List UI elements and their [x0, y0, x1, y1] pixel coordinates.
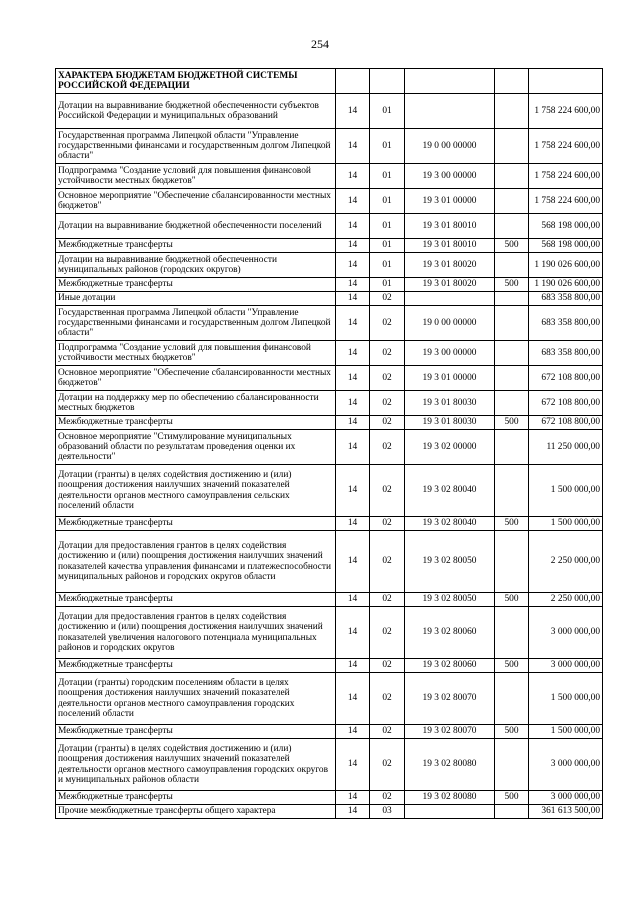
subsection-code-cell: 02 [370, 739, 405, 791]
expense-type-cell [495, 607, 529, 659]
subsection-code-cell: 01 [370, 129, 405, 164]
row-name-cell: Дотации для предоставления грантов в целях содействия достижению и (или) поощрения достижения наилучших значений показателей увеличения налогового потенциала муниципальных районов и городских округов [56, 607, 336, 659]
table-row [56, 531, 603, 593]
subsection-code-cell: 02 [370, 391, 405, 416]
section-code-cell: 14 [336, 673, 370, 725]
row-name-cell: Иные дотации [56, 292, 336, 306]
table-row [56, 214, 603, 239]
table-row [56, 593, 603, 607]
expense-type-cell [495, 306, 529, 341]
amount-cell: 3 000 000,00 [529, 791, 603, 805]
target-article-cell [405, 69, 495, 94]
table-row [56, 341, 603, 366]
page-number: 254 [311, 37, 329, 51]
target-article-cell: 19 3 01 80030 [405, 416, 495, 430]
target-article-cell: 19 3 02 80060 [405, 659, 495, 673]
section-code-cell: 14 [336, 214, 370, 239]
target-article-cell: 19 3 02 80060 [405, 607, 495, 659]
table-row [56, 607, 603, 659]
expense-type-cell: 500 [495, 593, 529, 607]
table-row [56, 430, 603, 465]
row-name-cell: ХАРАКТЕРА БЮДЖЕТАМ БЮДЖЕТНОЙ СИСТЕМЫ РОССИЙСКОЙ ФЕДЕРАЦИИ [56, 69, 336, 94]
row-name-cell: Дотации (гранты) в целях содействия достижению и (или) поощрения достижения наилучших значений показателей деятельности органов местного самоуправления сельских поселений области [56, 465, 336, 517]
target-article-cell: 19 3 01 80010 [405, 214, 495, 239]
expense-type-cell [495, 805, 529, 819]
expense-type-cell [495, 214, 529, 239]
expense-type-cell: 500 [495, 239, 529, 253]
section-code-cell: 14 [336, 659, 370, 673]
amount-cell: 672 108 800,00 [529, 391, 603, 416]
subsection-code-cell [370, 69, 405, 94]
table-row [56, 465, 603, 517]
section-code-cell: 14 [336, 94, 370, 129]
row-name-cell: Межбюджетные трансферты [56, 593, 336, 607]
subsection-code-cell: 02 [370, 725, 405, 739]
subsection-code-cell: 01 [370, 253, 405, 278]
table-row [56, 306, 603, 341]
target-article-cell [405, 805, 495, 819]
row-name-cell: Дотации на поддержку мер по обеспечению сбалансированности местных бюджетов [56, 391, 336, 416]
target-article-cell: 19 3 00 00000 [405, 164, 495, 189]
subsection-code-cell: 02 [370, 416, 405, 430]
amount-cell: 568 198 000,00 [529, 214, 603, 239]
table-row [56, 673, 603, 725]
amount-cell: 1 500 000,00 [529, 465, 603, 517]
amount-cell: 1 190 026 600,00 [529, 278, 603, 292]
table-row [56, 791, 603, 805]
section-code-cell: 14 [336, 607, 370, 659]
expense-type-cell: 500 [495, 659, 529, 673]
target-article-cell: 19 3 02 00000 [405, 430, 495, 465]
expense-type-cell [495, 164, 529, 189]
subsection-code-cell: 02 [370, 430, 405, 465]
target-article-cell: 19 3 02 80080 [405, 739, 495, 791]
expense-type-cell [495, 129, 529, 164]
expense-type-cell: 500 [495, 416, 529, 430]
subsection-code-cell: 03 [370, 805, 405, 819]
section-code-cell: 14 [336, 341, 370, 366]
expense-type-cell: 500 [495, 278, 529, 292]
amount-cell: 3 000 000,00 [529, 739, 603, 791]
table-row [56, 129, 603, 164]
section-code-cell: 14 [336, 292, 370, 306]
section-code-cell: 14 [336, 739, 370, 791]
amount-cell: 1 500 000,00 [529, 517, 603, 531]
amount-cell: 1 758 224 600,00 [529, 189, 603, 214]
expense-type-cell [495, 69, 529, 94]
section-code-cell: 14 [336, 189, 370, 214]
section-code-cell: 14 [336, 805, 370, 819]
amount-cell: 3 000 000,00 [529, 659, 603, 673]
expense-type-cell: 500 [495, 517, 529, 531]
table-row [56, 278, 603, 292]
amount-cell: 672 108 800,00 [529, 366, 603, 391]
expense-type-cell [495, 253, 529, 278]
subsection-code-cell: 01 [370, 164, 405, 189]
row-name-cell: Государственная программа Липецкой области "Управление государственными финансами и государственным долгом Липецкой области" [56, 129, 336, 164]
row-name-cell: Подпрограмма "Создание условий для повышения финансовой устойчивости местных бюджетов" [56, 164, 336, 189]
amount-cell: 361 613 500,00 [529, 805, 603, 819]
amount-cell: 683 358 800,00 [529, 292, 603, 306]
subsection-code-cell: 01 [370, 214, 405, 239]
row-name-cell: Основное мероприятие "Обеспечение сбалансированности местных бюджетов" [56, 366, 336, 391]
expense-type-cell [495, 673, 529, 725]
amount-cell: 1 500 000,00 [529, 673, 603, 725]
expense-type-cell [495, 465, 529, 517]
subsection-code-cell: 01 [370, 239, 405, 253]
subsection-code-cell: 02 [370, 341, 405, 366]
section-code-cell: 14 [336, 517, 370, 531]
row-name-cell: Дотации на выравнивание бюджетной обеспеченности субъектов Российской Федерации и муниципальных образований [56, 94, 336, 129]
subsection-code-cell: 02 [370, 292, 405, 306]
table-row [56, 805, 603, 819]
expense-type-cell [495, 189, 529, 214]
section-code-cell: 14 [336, 391, 370, 416]
row-name-cell: Межбюджетные трансферты [56, 791, 336, 805]
row-name-cell: Межбюджетные трансферты [56, 278, 336, 292]
section-code-cell: 14 [336, 129, 370, 164]
subsection-code-cell: 02 [370, 366, 405, 391]
amount-cell: 683 358 800,00 [529, 341, 603, 366]
section-code-cell: 14 [336, 366, 370, 391]
row-name-cell: Основное мероприятие "Обеспечение сбалансированности местных бюджетов" [56, 189, 336, 214]
section-code-cell: 14 [336, 430, 370, 465]
target-article-cell: 19 3 02 80040 [405, 465, 495, 517]
table-row [56, 292, 603, 306]
target-article-cell: 19 3 01 80020 [405, 278, 495, 292]
section-code-cell: 14 [336, 465, 370, 517]
row-name-cell: Межбюджетные трансферты [56, 659, 336, 673]
table-row [56, 416, 603, 430]
expense-type-cell: 500 [495, 725, 529, 739]
row-name-cell: Дотации на выравнивание бюджетной обеспеченности муниципальных районов (городских округов) [56, 253, 336, 278]
amount-cell: 2 250 000,00 [529, 531, 603, 593]
row-name-cell: Межбюджетные трансферты [56, 239, 336, 253]
target-article-cell: 19 3 01 80010 [405, 239, 495, 253]
expense-type-cell [495, 391, 529, 416]
amount-cell: 3 000 000,00 [529, 607, 603, 659]
section-code-cell: 14 [336, 239, 370, 253]
section-code-cell: 14 [336, 416, 370, 430]
table-row [56, 253, 603, 278]
expense-type-cell [495, 366, 529, 391]
expense-type-cell [495, 531, 529, 593]
target-article-cell: 19 3 02 80050 [405, 531, 495, 593]
row-name-cell: Основное мероприятие "Стимулирование муниципальных образований области по результатам проведения оценки их деятельности" [56, 430, 336, 465]
section-code-cell: 14 [336, 278, 370, 292]
row-name-cell: Прочие межбюджетные трансферты общего характера [56, 805, 336, 819]
target-article-cell: 19 0 00 00000 [405, 306, 495, 341]
table-row [56, 94, 603, 129]
expense-type-cell [495, 341, 529, 366]
subsection-code-cell: 01 [370, 278, 405, 292]
expense-type-cell [495, 292, 529, 306]
section-code-cell: 14 [336, 725, 370, 739]
row-name-cell: Дотации (гранты) в целях содействия достижению и (или) поощрения достижения наилучших значений показателей деятельности органов местного самоуправления городских округов и муниципальных районов области [56, 739, 336, 791]
amount-cell: 1 758 224 600,00 [529, 129, 603, 164]
row-name-cell: Государственная программа Липецкой области "Управление государственными финансами и государственным долгом Липецкой области" [56, 306, 336, 341]
budget-expenditure-table [55, 68, 603, 819]
target-article-cell: 19 3 02 80050 [405, 593, 495, 607]
expense-type-cell [495, 94, 529, 129]
expense-type-cell [495, 739, 529, 791]
table-row [56, 725, 603, 739]
target-article-cell: 19 3 02 80080 [405, 791, 495, 805]
section-code-cell [336, 69, 370, 94]
amount-cell: 11 250 000,00 [529, 430, 603, 465]
table-row [56, 366, 603, 391]
table-row [56, 517, 603, 531]
row-name-cell: Дотации для предоставления грантов в целях содействия достижению и (или) поощрения достижения наилучших значений показателей качества управления финансами и платежеспособности муниципальных районов и городских округов области [56, 531, 336, 593]
amount-cell: 1 190 026 600,00 [529, 253, 603, 278]
target-article-cell: 19 3 02 80040 [405, 517, 495, 531]
expense-type-cell [495, 430, 529, 465]
section-code-cell: 14 [336, 253, 370, 278]
target-article-cell: 19 3 01 00000 [405, 189, 495, 214]
subsection-code-cell: 02 [370, 659, 405, 673]
table-row [56, 391, 603, 416]
target-article-cell: 19 0 00 00000 [405, 129, 495, 164]
amount-cell: 1 758 224 600,00 [529, 94, 603, 129]
row-name-cell: Подпрограмма "Создание условий для повышения финансовой устойчивости местных бюджетов" [56, 341, 336, 366]
target-article-cell [405, 292, 495, 306]
table-row [56, 239, 603, 253]
table-row [56, 164, 603, 189]
row-name-cell: Дотации на выравнивание бюджетной обеспеченности поселений [56, 214, 336, 239]
subsection-code-cell: 01 [370, 94, 405, 129]
target-article-cell: 19 3 02 80070 [405, 725, 495, 739]
target-article-cell: 19 3 01 80030 [405, 391, 495, 416]
expense-type-cell: 500 [495, 791, 529, 805]
amount-cell: 1 758 224 600,00 [529, 164, 603, 189]
amount-cell: 2 250 000,00 [529, 593, 603, 607]
subsection-code-cell: 02 [370, 607, 405, 659]
subsection-code-cell: 02 [370, 531, 405, 593]
target-article-cell [405, 94, 495, 129]
row-name-cell: Межбюджетные трансферты [56, 517, 336, 531]
row-name-cell: Межбюджетные трансферты [56, 725, 336, 739]
subsection-code-cell: 02 [370, 306, 405, 341]
section-code-cell: 14 [336, 791, 370, 805]
amount-cell: 568 198 000,00 [529, 239, 603, 253]
target-article-cell: 19 3 01 80020 [405, 253, 495, 278]
target-article-cell: 19 3 02 80070 [405, 673, 495, 725]
target-article-cell: 19 3 01 00000 [405, 366, 495, 391]
section-code-cell: 14 [336, 593, 370, 607]
amount-cell: 683 358 800,00 [529, 306, 603, 341]
subsection-code-cell: 02 [370, 791, 405, 805]
amount-cell [529, 69, 603, 94]
table-row [56, 659, 603, 673]
amount-cell: 672 108 800,00 [529, 416, 603, 430]
row-name-cell: Дотации (гранты) городским поселениям области в целях поощрения достижения наилучших значений показателей деятельности органов местного самоуправления городских поселений области [56, 673, 336, 725]
table-row [56, 739, 603, 791]
section-code-cell: 14 [336, 164, 370, 189]
section-code-cell: 14 [336, 531, 370, 593]
table-row [56, 189, 603, 214]
subsection-code-cell: 01 [370, 189, 405, 214]
subsection-code-cell: 02 [370, 673, 405, 725]
subsection-code-cell: 02 [370, 517, 405, 531]
subsection-code-cell: 02 [370, 593, 405, 607]
amount-cell: 1 500 000,00 [529, 725, 603, 739]
subsection-code-cell: 02 [370, 465, 405, 517]
row-name-cell: Межбюджетные трансферты [56, 416, 336, 430]
section-code-cell: 14 [336, 306, 370, 341]
target-article-cell: 19 3 00 00000 [405, 341, 495, 366]
table-header-row [56, 69, 603, 94]
